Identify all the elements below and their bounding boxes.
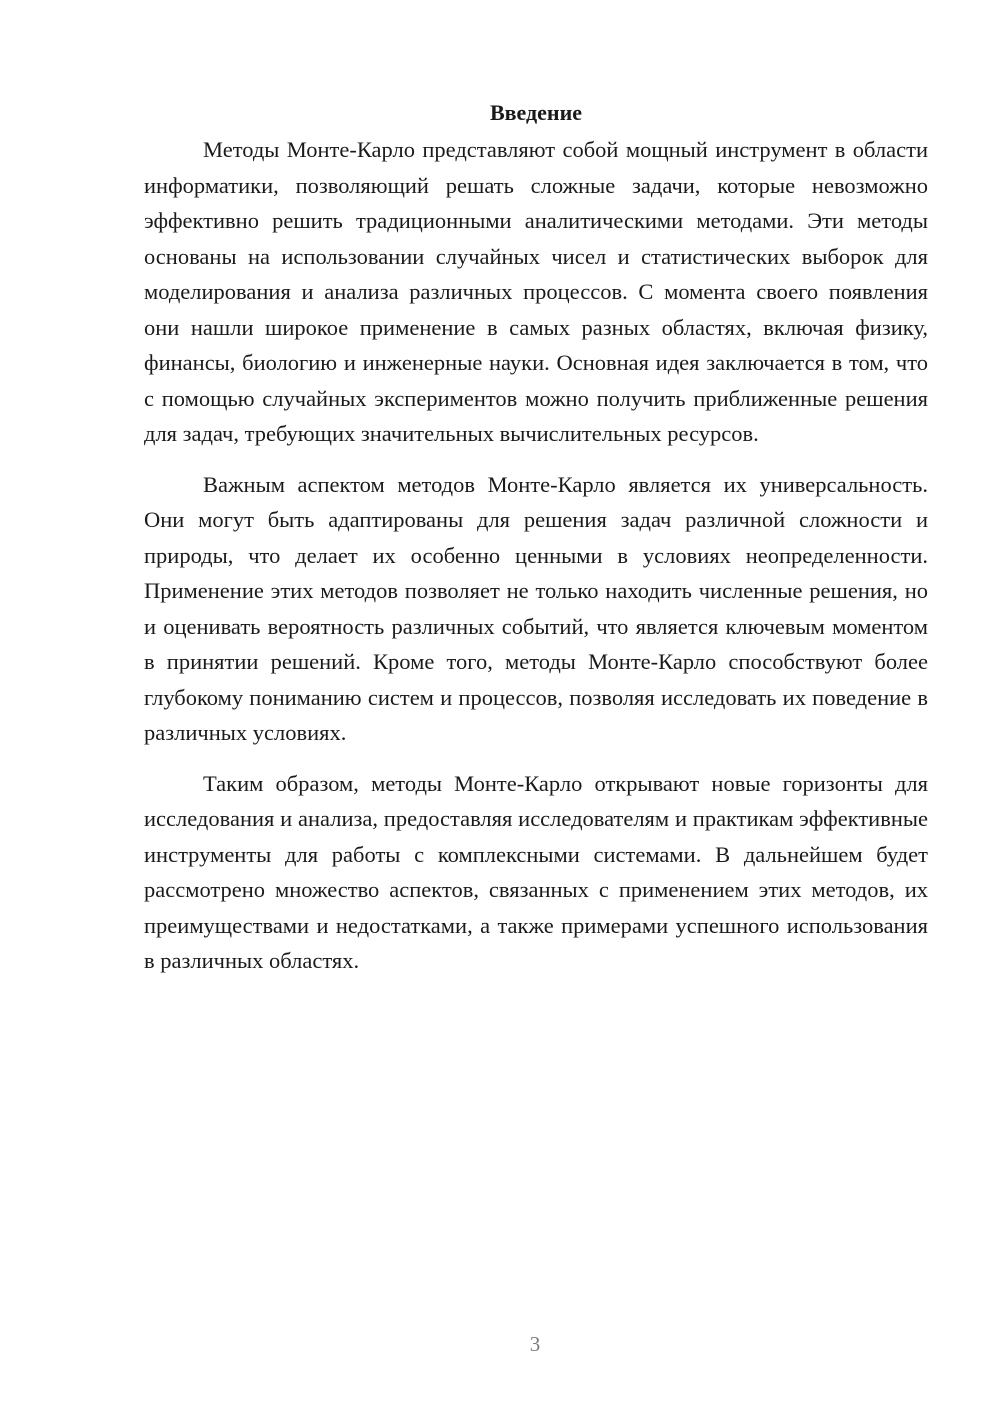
page-content	[144, 95, 928, 979]
page-number: 3	[529, 1332, 541, 1356]
paragraph-2: Важным аспектом методов Монте-Карло является их универсальность. Они могут быть адаптированы для решения задач различной сложности и природы, что делает их особенно ценными в условиях неопределенности. Применение этих методов позволяет не только находить численные решения, но и оценивать вероятность различных событий, что является ключевым моментом в принятии решений. Кроме того, методы Монте-Карло способствуют более глубокому пониманию систем и процессов, позволяя исследовать их поведение в различных условиях.	[144, 471, 928, 745]
paragraph-1: Методы Монте-Карло представляют собой мощный инструмент в области информатики, позволяющий решать сложные задачи, которые невозможно эффективно решить традиционными аналитическими методами. Эти методы основаны на использовании случайных чисел и статистических выборок для моделирования и анализа различных процессов. С момента своего появления они нашли широкое применение в самых разных областях, включая физику, финансы, биологию и инженерные науки. Основная идея заключается в том, что с помощью случайных экспериментов можно получить приближенные решения для задач, требующих значительных вычислительных ресурсов.	[144, 137, 928, 446]
paragraph-3: Таким образом, методы Монте-Карло открывают новые горизонты для исследования и анализа, предоставляя исследователям и практикам эффективные инструменты для работы с комплексными системами. В дальнейшем будет рассмотрено множество аспектов, связанных с применением этих методов, их преимуществами и недостатками, а также примерами успешного использования в различных областях.	[144, 770, 928, 973]
section-title: Введение	[489, 100, 583, 125]
